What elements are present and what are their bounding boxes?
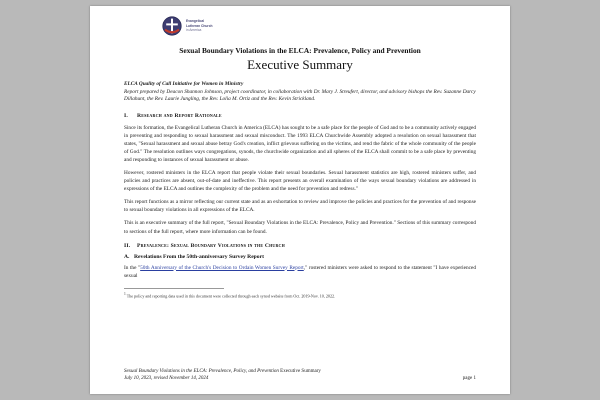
logo-line-2: Lutheran Church — [186, 23, 213, 28]
subsection-title-2a: Revelations From the 50th-anniversary Survey Report — [134, 253, 264, 260]
footnote-1 — [124, 292, 476, 299]
footer-left — [124, 368, 321, 383]
section-1-paragraph-1: Since its formation, the Evangelical Lutheran Church in America (ELCA) has sought to be a safe place for the people of God and to be a community actively engaged in preventing and responding to sexual harassment and sexual misconduct. The 1993 ELCA Churchwide Assembly adopted a resolution on sexual harassment that states, "Sexual harassment and sexual abuse betray God's creation, inflict grievous suffering on the victims, and rend the fabric of the whole community of the people of God." The resolution outlines ways congregations, synods, the churchwide organization and all spheres of the ELCA shall commit to be a safe place by preventing and responding to instances of sexual harassment or abuse. — [124, 125, 476, 164]
document-subtitle: Executive Summary — [247, 57, 353, 72]
meta-authors: Report prepared by Deacon Shannon Johnson, project coordinator, in collaboration with Dr. Mary J. Streufert, director, and advisory bishops the Rev. Suzanne Darcy Dillahunt, the Rev. Laurie Jungling, the Rev. Lolia M. Ortiz and the Rev. Kevin Strickland. — [124, 88, 476, 103]
elca-logo — [124, 16, 476, 36]
page-number: page 1 — [462, 375, 476, 381]
section-heading-2 — [124, 243, 476, 249]
footnote-text: The policy and reporting data used in this document were collected through each synod website from Oct. 2019-Nov. 10, 2022. — [126, 293, 336, 299]
section-number-1: I. — [124, 113, 128, 120]
footnote-marker: 1 — [124, 291, 126, 296]
logo-line-3: in America — [186, 28, 202, 33]
survey-report-link[interactable]: 50th Anniversary of the Church's Decision to Ordain Women Survey Report — [140, 264, 304, 271]
subsection-heading-2a — [124, 254, 476, 260]
document-page — [90, 6, 510, 394]
meta-initiative: ELCA Quality of Call Initiative for Women in Ministry — [124, 81, 244, 87]
footnote-divider — [124, 288, 224, 289]
section-1-paragraph-3: This report functions as a mirror reflecting our current state and as an exhortation to review and improve the policies and practices for the prevention of and response to sexual boundary violations in all expressions of the ELCA. — [124, 199, 476, 214]
subsection-number-2a: A. — [124, 253, 130, 260]
section-title-2: Prevalence: Sexual Boundary Violations in the Church — [137, 242, 285, 249]
page-content — [124, 16, 476, 386]
document-title: Sexual Boundary Violations in the ELCA: Prevalence, Policy and Prevention — [179, 46, 421, 55]
section-1-paragraph-4: This is an executive summary of the full report, "Sexual Boundary Violations in the ELCA: Prevalence, Policy and Prevention." Sections of this summary correspond to sections of the full report, where more information can be found. — [124, 220, 476, 235]
section-heading-1 — [124, 113, 476, 119]
footer-date: July 10, 2023, revised November 14, 2024 — [124, 375, 209, 381]
subsection-2a-paragraph — [124, 264, 476, 280]
section-title-1: Research and Report Rationale — [137, 113, 222, 120]
section-number-2: II. — [124, 242, 131, 249]
footer-report-title: Sexual Boundary Violations in the ELCA: Prevalence, Policy, and Prevention — [124, 368, 279, 374]
text-before-link: In the " — [124, 264, 141, 271]
footer-doc-type: Executive Summary — [280, 368, 321, 374]
document-meta — [124, 81, 476, 104]
section-1-paragraph-2: However, rostered ministers in the ELCA report that people violate their sexual boundaries. Sexual harassment statistics are high, rostered ministers suffer, and policies and practices are absent, out-of-date and ineffective. This report presents an overall examination of the ways sexual boundary violations are addressed in expressions of the ELCA and outlines the complexity of the problem and the need for prevention and redress." — [124, 170, 476, 193]
page-footer — [124, 368, 476, 383]
elca-cross-logo — [162, 16, 182, 36]
elca-logo-text — [186, 19, 213, 32]
footer-right — [463, 368, 476, 383]
logo-line-1: Evangelical — [186, 19, 205, 24]
text-after-link: ," rostered ministers were asked to respond to the statement "I have experienced sexual — [124, 264, 477, 279]
